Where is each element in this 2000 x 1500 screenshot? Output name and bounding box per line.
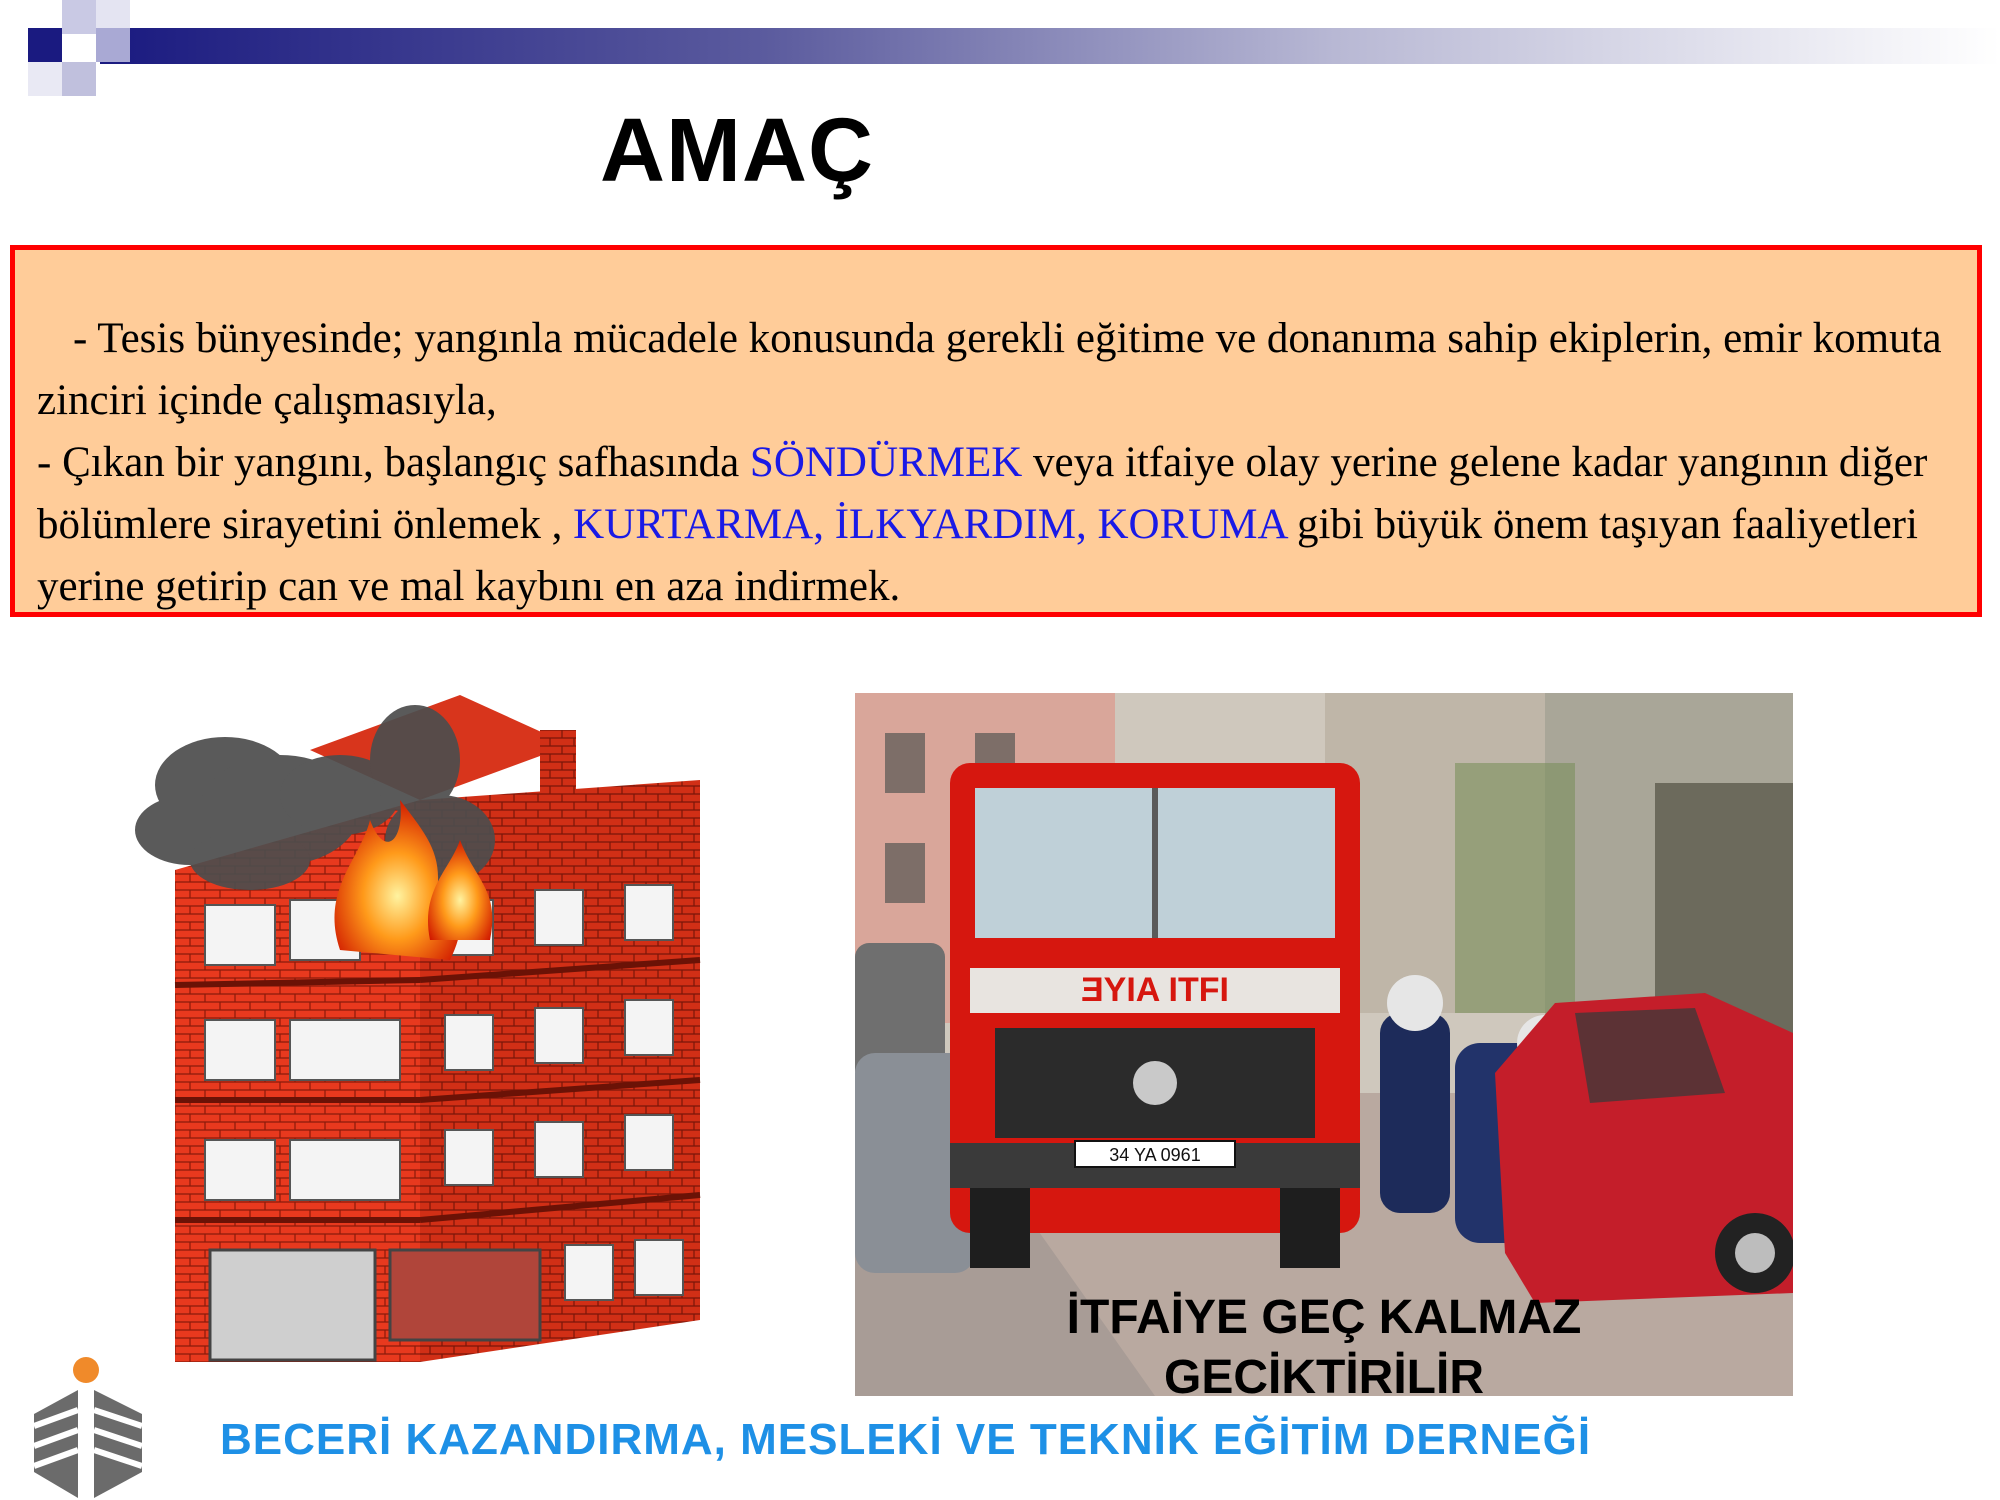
license-plate: 34 YA 0961 — [1109, 1145, 1201, 1165]
photo-caption — [855, 1288, 1793, 1408]
footer-organization-name: BECERİ KAZANDIRMA, MESLEKİ VE TEKNİK EĞİTİM DERNEĞİ — [220, 1415, 1592, 1464]
header-square — [96, 28, 130, 62]
slide-title: AMAÇ — [600, 101, 874, 201]
header-gradient-bar — [100, 28, 2000, 64]
caption-line-1: İTFAİYE GEÇ KALMAZ — [1066, 1291, 1582, 1344]
caption-line-2: GECİKTİRİLİR — [1164, 1351, 1484, 1404]
header-square — [96, 0, 130, 28]
highlight-kurtarma: KURTARMA, İLKYARDIM, KORUMA — [573, 501, 1287, 548]
purpose-textbox — [10, 245, 1982, 617]
burning-building-illustration — [130, 690, 720, 1362]
header-square — [62, 62, 96, 96]
highlight-sondurmek: SÖNDÜRMEK — [749, 439, 1023, 486]
header-square — [28, 62, 62, 96]
organization-logo — [18, 1348, 166, 1500]
header-square — [28, 28, 62, 62]
header-square — [62, 0, 96, 34]
purpose-paragraph-2: - Çıkan bir yangını, başlangıç safhasında SÖNDÜRMEK veya itfaiye olay yerine gelene kadar yangının diğer bölümlere sirayetini önlemek , KURTARMA, İLKYARDIM, KORUMA gibi büyük önem taşıyan faaliyetleri yerine getirip can ve mal kaybını en aza indirmek. — [37, 439, 1928, 610]
dash: - — [73, 315, 88, 362]
purpose-paragraph-1: - Tesis bünyesinde; yangınla mücadele konusunda gerekli eğitime ve donanıma sahip ekiplerin, emir komuta zinciri içinde çalışmasıyla, — [37, 315, 1942, 424]
truck-sign-text: ƎYIA ITFI — [1081, 971, 1229, 1009]
